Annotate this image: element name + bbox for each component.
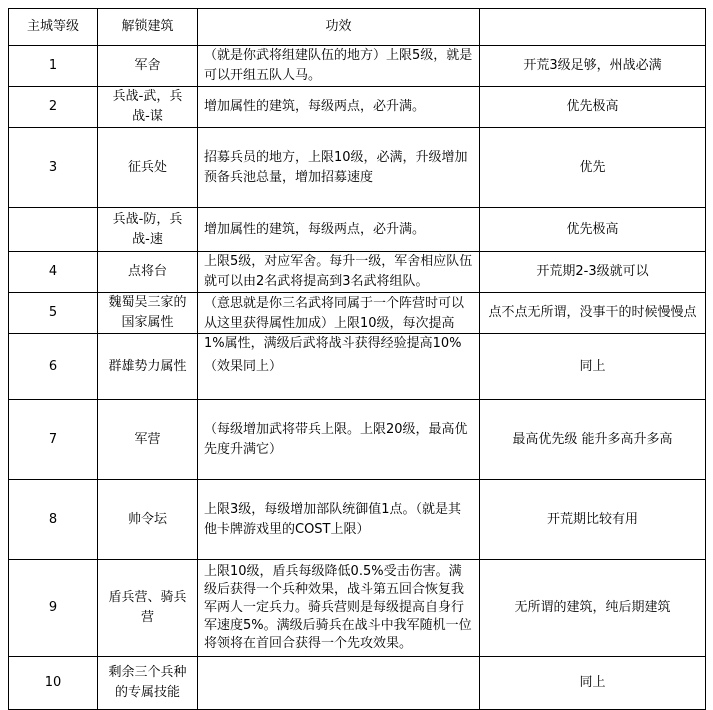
cell-effect: 上限5级，对应军舍。每升一级，军舍相应队伍就可以由2名武将提高到3名武将组队。: [198, 252, 480, 293]
cell-building: 兵战-防，兵战-速: [98, 208, 198, 252]
header-level: 主城等级: [9, 9, 98, 46]
cell-building: 剩余三个兵种的专属技能: [98, 657, 198, 710]
header-effect: 功效: [198, 9, 480, 46]
cell-level: 6: [9, 334, 98, 400]
cell-level: [9, 208, 98, 252]
table-row: [9, 208, 706, 252]
cell-note: 最高优先级 能升多高升多高: [480, 400, 706, 480]
cell-note: 优先: [480, 128, 706, 208]
cell-level: 4: [9, 252, 98, 293]
cell-note: 无所谓的建筑，纯后期建筑: [480, 560, 706, 657]
table-row: [9, 46, 706, 87]
cell-note: 点不点无所谓，没事干的时候慢慢点: [480, 293, 706, 334]
header-building: 解锁建筑: [98, 9, 198, 46]
header-row: [9, 9, 706, 46]
cell-effect: 增加属性的建筑，每级两点，必升满。: [198, 208, 480, 252]
cell-building: 军舍: [98, 46, 198, 87]
cell-level: 1: [9, 46, 98, 87]
cell-effect: 增加属性的建筑，每级两点，必升满。: [198, 87, 480, 128]
cell-effect: 上限3级，每级增加部队统御值1点。（就是其他卡牌游戏里的COST上限）: [198, 480, 480, 560]
cell-building: 征兵处: [98, 128, 198, 208]
table-row: [9, 128, 706, 208]
cell-note: 开荒期比较有用: [480, 480, 706, 560]
cell-building: 帅令坛: [98, 480, 198, 560]
cell-note: 开荒期2-3级就可以: [480, 252, 706, 293]
cell-effect-clipped: [198, 293, 480, 351]
table-row: [9, 87, 706, 128]
table-row: [9, 400, 706, 480]
table-row: [9, 480, 706, 560]
cell-effect: 上限10级，盾兵每级降低0.5%受击伤害。满级后获得一个兵种效果，战斗第五回合恢复我军两人一定兵力。骑兵营则是每级提高自身行军速度5%。满级后骑兵在战斗中我军随机一位将领将在首回合获得一个先攻效果。: [198, 560, 480, 657]
cell-effect: [198, 657, 480, 710]
cell-note: 同上: [480, 334, 706, 400]
cell-effect: （每级增加武将带兵上限。上限20级，最高优先度升满它）: [198, 400, 480, 480]
cell-level: 7: [9, 400, 98, 480]
cell-level: 8: [9, 480, 98, 560]
table-row: [9, 560, 706, 657]
cell-level: 3: [9, 128, 98, 208]
cell-note: 优先极高: [480, 208, 706, 252]
upgrade-table: [8, 8, 706, 710]
cell-effect: （就是你武将组建队伍的地方）上限5级，就是可以开组五队人马。: [198, 46, 480, 87]
cell-level: 9: [9, 560, 98, 657]
cell-level: 2: [9, 87, 98, 128]
cell-building: 兵战-武，兵战-谋: [98, 87, 198, 128]
cell-note: 开荒3级足够，州战必满: [480, 46, 706, 87]
cell-level: 5: [9, 293, 98, 334]
cell-effect: 招募兵员的地方，上限10级，必满，升级增加预备兵池总量，增加招募速度: [198, 128, 480, 208]
cell-building: 群雄势力属性: [98, 334, 198, 400]
header-note: [480, 9, 706, 46]
table-row: [9, 657, 706, 710]
cell-effect: （意思就是你三名武将同属于一个阵营时可以从这里获得属性加成）上限10级，每次提高1%属性，满级后武将战斗获得经验提高10%: [204, 296, 465, 351]
cell-effect: （效果同上）: [198, 334, 480, 400]
cell-level: 10: [9, 657, 98, 710]
table-row: [9, 293, 706, 334]
cell-building: 点将台: [98, 252, 198, 293]
cell-building: 盾兵营、骑兵营: [98, 560, 198, 657]
cell-building: 魏蜀吴三家的国家属性: [98, 293, 198, 334]
cell-note: 优先极高: [480, 87, 706, 128]
cell-building: 军营: [98, 400, 198, 480]
table-row: [9, 252, 706, 293]
cell-note: 同上: [480, 657, 706, 710]
